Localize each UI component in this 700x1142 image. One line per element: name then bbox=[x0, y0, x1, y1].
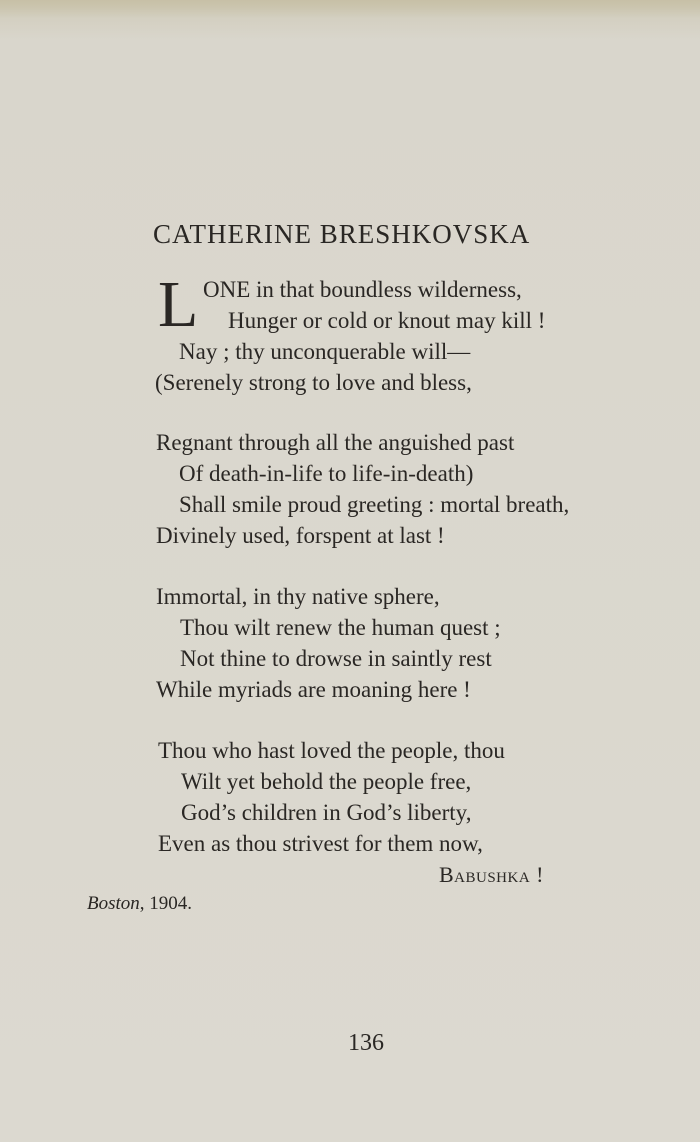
poem-line: Hunger or cold or knout may kill ! bbox=[228, 308, 546, 333]
dateline-place: Boston bbox=[87, 893, 140, 914]
page-top-edge-shadow bbox=[0, 0, 700, 18]
poem-line: Of death-in-life to life-in-death) bbox=[179, 461, 474, 486]
poem-line: Immortal, in thy native sphere, bbox=[156, 584, 440, 609]
drop-cap: L bbox=[158, 268, 199, 341]
poem-line: ONE in that boundless wilderness, bbox=[203, 277, 522, 302]
poem-line: Not thine to drowse in saintly rest bbox=[180, 646, 492, 671]
poem-line: Shall smile proud greeting : mortal breath, bbox=[179, 492, 570, 517]
page-number: 136 bbox=[348, 1030, 384, 1056]
poem-line: Divinely used, forspent at last ! bbox=[156, 523, 445, 548]
poem-line: Regnant through all the anguished past bbox=[156, 430, 515, 455]
poem-line: God’s children in God’s liberty, bbox=[181, 800, 472, 825]
poem-title: CATHERINE BRESHKOVSKA bbox=[153, 219, 531, 249]
poem-signature: Babushka ! bbox=[439, 862, 545, 887]
poem-line: (Serenely strong to love and bless, bbox=[155, 370, 472, 395]
poem-line: Thou who hast loved the people, thou bbox=[158, 738, 505, 763]
dateline bbox=[87, 893, 192, 915]
poem-line: Even as thou strivest for them now, bbox=[158, 831, 483, 856]
dateline-year: , 1904. bbox=[139, 893, 193, 914]
poem-line: Wilt yet behold the people free, bbox=[181, 769, 472, 794]
poem-line: While myriads are moaning here ! bbox=[156, 677, 471, 702]
poem-line: Nay ; thy unconquerable will— bbox=[179, 339, 471, 364]
poem-line: Thou wilt renew the human quest ; bbox=[180, 615, 501, 640]
